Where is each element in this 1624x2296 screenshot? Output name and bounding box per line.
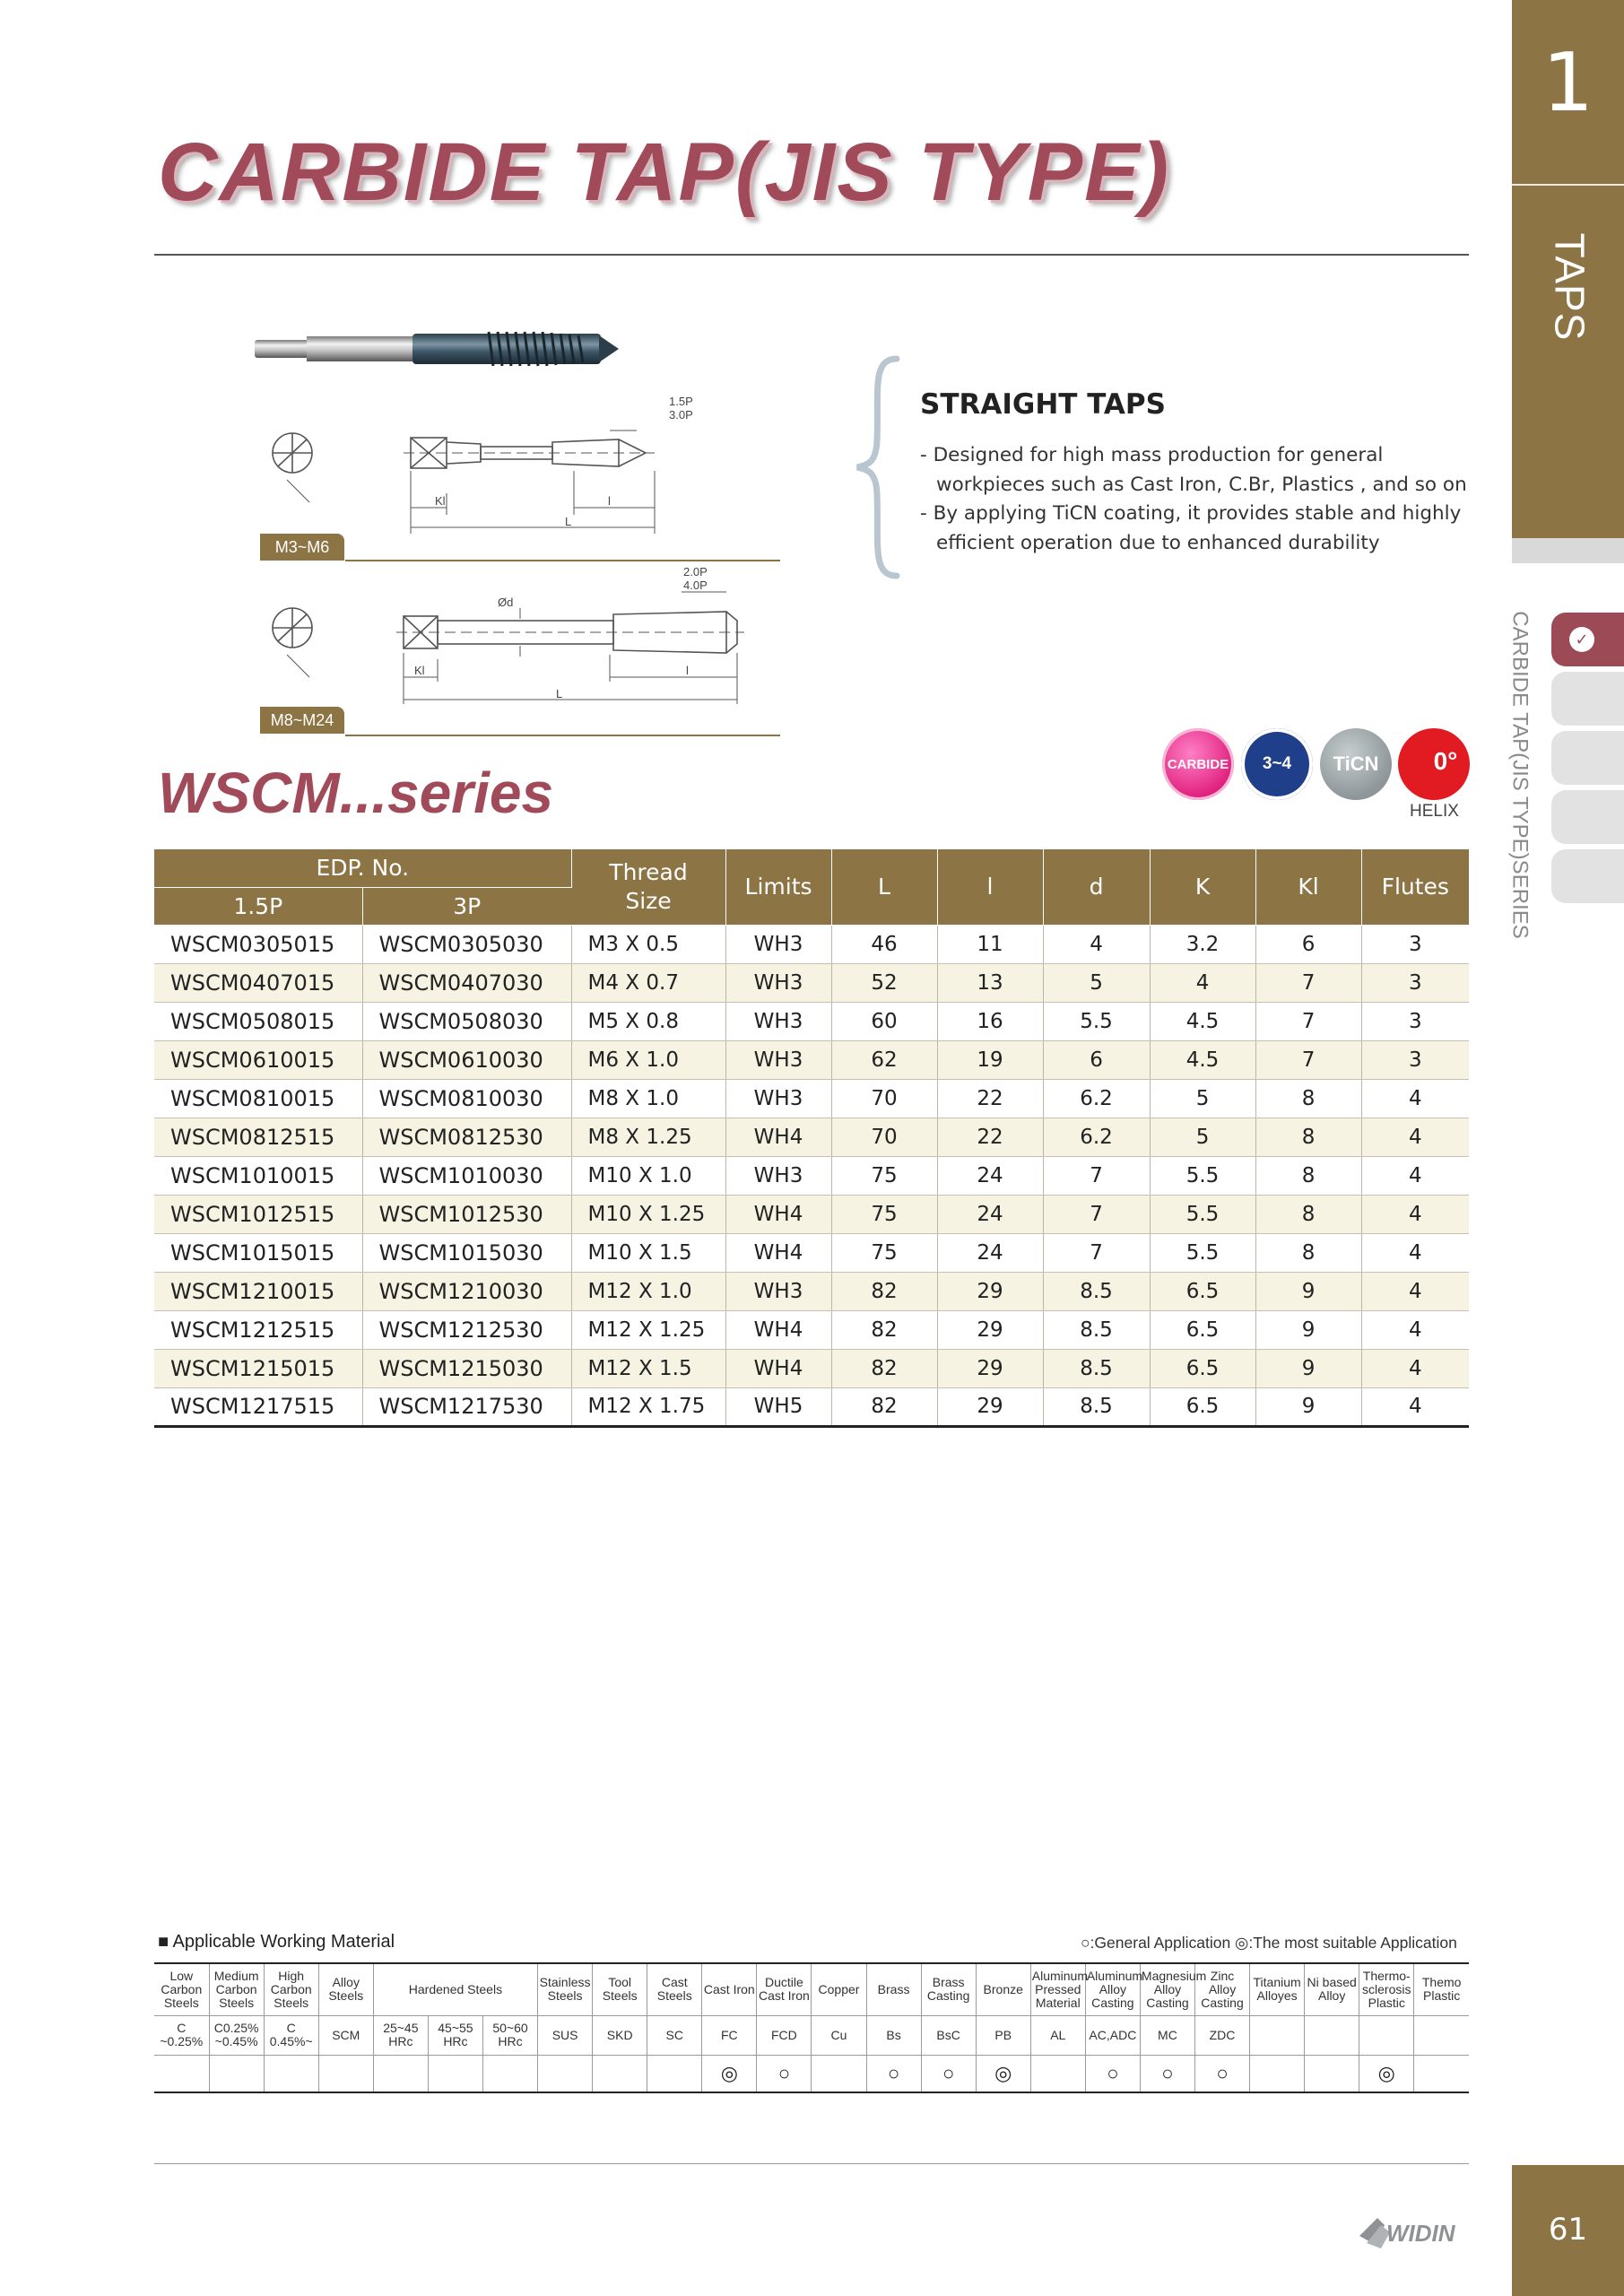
flutes-cell: 4 [1361,1349,1469,1387]
material-suitability-cell [1030,2055,1085,2092]
table-row [154,1349,1469,1387]
thread-size-cell: M12 X 1.0 [571,1272,725,1310]
straight-taps-title: STRAIGHT TAPS [920,388,1166,421]
material-suitability-cell: ○ [1194,2055,1249,2092]
table-row [154,1079,1469,1118]
material-suitability-cell: ◎ [702,2055,757,2092]
flutes-cell: 4 [1361,1310,1469,1349]
header-L: L [831,849,937,925]
Kl-cell: 8 [1255,1156,1361,1195]
material-group-cell: Aluminum Alloy Casting [1085,1963,1140,2015]
material-suitability-cell [373,2055,428,2092]
edp-3p-cell: WSCM1010030 [362,1156,571,1195]
d-cell: 5 [1043,963,1150,1002]
Kl-cell: 9 [1255,1349,1361,1387]
table-row [154,1233,1469,1272]
l-cell: 11 [937,925,1043,963]
coating-badge-label: TiCN [1333,752,1379,775]
L-cell: 60 [831,1002,937,1040]
thread-size-cell: M8 X 1.0 [571,1079,725,1118]
Kl-cell: 6 [1255,925,1361,963]
edp-1-5p-cell: WSCM0508015 [154,1002,362,1040]
description-line: - Designed for high mass production for general [920,444,1384,466]
material-suitability-cell: ○ [1140,2055,1194,2092]
L-cell: 82 [831,1349,937,1387]
flutes-cell: 3 [1361,1040,1469,1079]
material-suitability-cell [1414,2055,1469,2092]
edp-3p-cell: WSCM1215030 [362,1349,571,1387]
limits-cell: WH3 [725,925,831,963]
dim-small-L: L [565,515,572,528]
material-table [154,1962,1469,2093]
size-tag-small: M3~M6 [260,534,344,561]
description-line: - By applying TiCN coating, it provides stable and highly [920,502,1462,525]
material-group-cell: Aluminum Pressed Material [1030,1963,1085,2015]
chevron-icon: ✓ [1569,627,1594,652]
d-cell: 5.5 [1043,1002,1150,1040]
thread-size-cell: M3 X 0.5 [571,925,725,963]
edp-3p-cell: WSCM1210030 [362,1272,571,1310]
table-row [154,1118,1469,1156]
section-name [1515,224,1623,350]
edp-1-5p-cell: WSCM0407015 [154,963,362,1002]
Kl-cell: 7 [1255,1040,1361,1079]
limits-cell: WH4 [725,1349,831,1387]
thread-size-cell: M12 X 1.25 [571,1310,725,1349]
material-code-cell: SKD [593,2015,647,2055]
table-row [154,1387,1469,1426]
material-suitability-cell [154,2055,209,2092]
flute-badge-label: 3~4 [1262,754,1292,773]
l-cell: 29 [937,1272,1043,1310]
section-divider [1512,184,1624,186]
limits-cell: WH4 [725,1310,831,1349]
K-cell: 6.5 [1150,1310,1255,1349]
material-legend: ○:General Application ◎:The most suitable Application [1081,1934,1457,1952]
material-suitability-cell [538,2055,593,2092]
l-cell: 24 [937,1195,1043,1233]
material-suitability-cell: ○ [866,2055,921,2092]
L-cell: 82 [831,1310,937,1349]
flutes-cell: 3 [1361,963,1469,1002]
material-suitability-cell: ◎ [1359,2055,1414,2092]
L-cell: 75 [831,1233,937,1272]
title-divider [154,254,1469,256]
material-code-cell [1250,2015,1305,2055]
flutes-cell: 4 [1361,1118,1469,1156]
material-group-cell: Hardened Steels [373,1963,537,2015]
table-row [154,1156,1469,1195]
header-edp: EDP. No. [154,849,571,887]
material-suitability-cell: ○ [921,2055,976,2092]
material-group-cell: Copper [812,1963,866,2015]
L-cell: 46 [831,925,937,963]
dim-large-kl: Kl [414,664,425,677]
brace-icon [852,355,906,579]
L-cell: 52 [831,963,937,1002]
table-row [154,1272,1469,1310]
Kl-cell: 8 [1255,1233,1361,1272]
side-tab-3[interactable] [1551,731,1624,785]
header-3p: 3P [362,887,571,925]
material-code-cell: SUS [538,2015,593,2055]
l-cell: 19 [937,1040,1043,1079]
limits-cell: WH3 [725,1002,831,1040]
material-code-cell: MC [1140,2015,1194,2055]
limits-cell: WH3 [725,1156,831,1195]
material-group-cell: Thermo-sclerosis Plastic [1359,1963,1414,2015]
material-group-cell: Ni based Alloy [1305,1963,1359,2015]
table-row [154,1002,1469,1040]
edp-1-5p-cell: WSCM1212515 [154,1310,362,1349]
d-cell: 6.2 [1043,1118,1150,1156]
material-suitability-cell [1305,2055,1359,2092]
edp-3p-cell: WSCM0508030 [362,1002,571,1040]
edp-3p-cell: WSCM1012530 [362,1195,571,1233]
l-cell: 16 [937,1002,1043,1040]
size-tag-large: M8~M24 [260,707,344,734]
header-limits: Limits [725,849,831,925]
thread-size-cell: M10 X 1.25 [571,1195,725,1233]
table-row [154,925,1469,963]
dim-large-od: Ød [498,596,514,609]
limits-cell: WH4 [725,1195,831,1233]
dim-small-p2: 3.0P [669,408,693,422]
dim-small-l: l [608,494,611,508]
helix-badge-icon [1398,728,1470,800]
material-suitability-cell [647,2055,702,2092]
Kl-cell: 8 [1255,1118,1361,1156]
material-heading: ■ Applicable Working Material [158,1932,395,1952]
l-cell: 29 [937,1310,1043,1349]
material-suitability-cell [428,2055,482,2092]
page-number: 61 [1548,2212,1588,2248]
spec-table [154,849,1469,1428]
flutes-cell: 4 [1361,1233,1469,1272]
carbide-badge-icon [1162,728,1234,800]
table-row [154,1040,1469,1079]
K-cell: 6.5 [1150,1387,1255,1426]
helix-label: HELIX [1410,802,1459,821]
material-group-cell: Tool Steels [593,1963,647,2015]
material-code-cell: FC [702,2015,757,2055]
flute-count-badge-icon [1241,728,1313,800]
edp-3p-cell: WSCM0305030 [362,925,571,963]
material-group-cell: Magnesium Alloy Casting [1140,1963,1194,2015]
header-K: K [1150,849,1255,925]
Kl-cell: 7 [1255,1002,1361,1040]
header-flutes: Flutes [1361,849,1469,925]
limits-cell: WH5 [725,1387,831,1426]
L-cell: 82 [831,1272,937,1310]
edp-1-5p-cell: WSCM1010015 [154,1156,362,1195]
material-group-cell: Cast Steels [647,1963,702,2015]
d-cell: 8.5 [1043,1387,1150,1426]
l-cell: 24 [937,1233,1043,1272]
description-line: workpieces such as Cast Iron, C.Br, Plastics , and so on [936,473,1467,496]
d-cell: 6 [1043,1040,1150,1079]
section-name-label: TAPS [1546,232,1594,342]
material-group-cell: Ductile Cast Iron [757,1963,812,2015]
material-suitability-cell: ○ [1085,2055,1140,2092]
description-line: efficient operation due to enhanced durability [936,531,1380,554]
thread-size-cell: M12 X 1.75 [571,1387,725,1426]
material-suitability-cell [1250,2055,1305,2092]
material-code-cell: PB [976,2015,1030,2055]
material-code-cell: C ~0.25% [154,2015,209,2055]
edp-1-5p-cell: WSCM0305015 [154,925,362,963]
limits-cell: WH3 [725,1079,831,1118]
header-Kl: Kl [1255,849,1361,925]
material-code-cell [1305,2015,1359,2055]
limits-cell: WH3 [725,963,831,1002]
edp-3p-cell: WSCM0810030 [362,1079,571,1118]
side-tab-2[interactable] [1551,672,1624,726]
edp-3p-cell: WSCM1217530 [362,1387,571,1426]
material-code-cell: 50~60 HRc [482,2015,537,2055]
edp-3p-cell: WSCM1212530 [362,1310,571,1349]
l-cell: 24 [937,1156,1043,1195]
material-suitability-cell [593,2055,647,2092]
material-code-cell: SCM [318,2015,373,2055]
flutes-cell: 4 [1361,1156,1469,1195]
l-cell: 29 [937,1349,1043,1387]
d-cell: 4 [1043,925,1150,963]
Kl-cell: 8 [1255,1079,1361,1118]
Kl-cell: 9 [1255,1387,1361,1426]
header-thread-size-label: Thread Size [609,858,688,914]
limits-cell: WH3 [725,1272,831,1310]
material-code-cell [1359,2015,1414,2055]
K-cell: 5.5 [1150,1156,1255,1195]
limits-cell: WH3 [725,1040,831,1079]
side-tab-active[interactable] [1551,613,1624,666]
footer-divider [154,2163,1469,2164]
material-group-cell: Stainless Steels [538,1963,593,2015]
L-cell: 70 [831,1079,937,1118]
section-number: 1 [1541,36,1594,130]
d-cell: 8.5 [1043,1310,1150,1349]
material-code-cell: C 0.45%~ [264,2015,318,2055]
L-cell: 62 [831,1040,937,1079]
material-group-cell: Themo Plastic [1414,1963,1469,2015]
Kl-cell: 9 [1255,1310,1361,1349]
material-code-cell: C0.25% ~0.45% [209,2015,264,2055]
material-suitability-cell [318,2055,373,2092]
dim-large-p2: 4.0P [683,578,708,592]
material-group-cell: Alloy Steels [318,1963,373,2015]
dim-large-p1: 2.0P [683,565,708,578]
material-group-cell: Brass Casting [921,1963,976,2015]
thread-size-cell: M10 X 1.0 [571,1156,725,1195]
thread-size-cell: M8 X 1.25 [571,1118,725,1156]
d-cell: 8.5 [1043,1272,1150,1310]
edp-1-5p-cell: WSCM1015015 [154,1233,362,1272]
Kl-cell: 9 [1255,1272,1361,1310]
flutes-cell: 3 [1361,925,1469,963]
side-tab-4[interactable] [1551,790,1624,844]
tap-photo [255,332,619,366]
widin-logo [1354,2209,1471,2254]
material-suitability-cell [264,2055,318,2092]
material-suitability-cell [209,2055,264,2092]
Kl-cell: 8 [1255,1195,1361,1233]
flutes-cell: 4 [1361,1272,1469,1310]
L-cell: 75 [831,1156,937,1195]
header-1-5p: 1.5P [154,887,362,925]
limits-cell: WH4 [725,1233,831,1272]
edp-1-5p-cell: WSCM1012515 [154,1195,362,1233]
K-cell: 5 [1150,1118,1255,1156]
table-row [154,1195,1469,1233]
material-group-cell: Medium Carbon Steels [209,1963,264,2015]
d-cell: 7 [1043,1156,1150,1195]
material-code-cell: BsC [921,2015,976,2055]
header-thread-size [571,849,725,925]
limits-cell: WH4 [725,1118,831,1156]
K-cell: 4.5 [1150,1040,1255,1079]
ticn-coating-badge-icon [1320,728,1392,800]
flutes-cell: 3 [1361,1002,1469,1040]
K-cell: 3.2 [1150,925,1255,963]
K-cell: 5 [1150,1079,1255,1118]
material-code-cell [1414,2015,1469,2055]
material-group-cell: Low Carbon Steels [154,1963,209,2015]
material-code-cell: AL [1030,2015,1085,2055]
section-tab-grey-strip [1512,538,1624,563]
dim-large-L: L [556,687,563,700]
K-cell: 5.5 [1150,1195,1255,1233]
material-code-cell: FCD [757,2015,812,2055]
Kl-cell: 7 [1255,963,1361,1002]
L-cell: 75 [831,1195,937,1233]
edp-1-5p-cell: WSCM0810015 [154,1079,362,1118]
material-code-cell: AC,ADC [1085,2015,1140,2055]
page-title: CARBIDE TAP(JIS TYPE) [158,126,1171,218]
series-name-label: CARBIDE TAP(JIS TYPE)SERIES [1508,611,1533,939]
dim-small-p1: 1.5P [669,395,693,408]
material-code-cell: SC [647,2015,702,2055]
dim-large-l: l [686,664,689,677]
l-cell: 29 [937,1387,1043,1426]
edp-1-5p-cell: WSCM1210015 [154,1272,362,1310]
thread-size-cell: M5 X 0.8 [571,1002,725,1040]
edp-3p-cell: WSCM0812530 [362,1118,571,1156]
d-cell: 7 [1043,1195,1150,1233]
l-cell: 22 [937,1079,1043,1118]
edp-1-5p-cell: WSCM1215015 [154,1349,362,1387]
edp-1-5p-cell: WSCM1217515 [154,1387,362,1426]
series-name-vertical [1498,610,1542,939]
table-row [154,1310,1469,1349]
series-title: WSCM...series [158,761,554,825]
straight-taps-description [920,441,1467,558]
side-tab-5[interactable] [1551,849,1624,903]
material-suitability-cell [812,2055,866,2092]
d-cell: 8.5 [1043,1349,1150,1387]
edp-3p-cell: WSCM0610030 [362,1040,571,1079]
flutes-cell: 4 [1361,1387,1469,1426]
d-cell: 6.2 [1043,1079,1150,1118]
flutes-cell: 4 [1361,1079,1469,1118]
flutes-cell: 4 [1361,1195,1469,1233]
edp-1-5p-cell: WSCM0812515 [154,1118,362,1156]
edp-3p-cell: WSCM1015030 [362,1233,571,1272]
thread-size-cell: M12 X 1.5 [571,1349,725,1387]
carbide-badge-label: CARBIDE [1167,756,1229,772]
material-group-cell: Bronze [976,1963,1030,2015]
thread-size-cell: M6 X 1.0 [571,1040,725,1079]
thread-size-cell: M4 X 0.7 [571,963,725,1002]
material-code-cell: Cu [812,2015,866,2055]
material-group-cell: Cast Iron [702,1963,757,2015]
K-cell: 5.5 [1150,1233,1255,1272]
material-suitability-cell: ○ [757,2055,812,2092]
material-code-cell: 45~55 HRc [428,2015,482,2055]
K-cell: 4.5 [1150,1002,1255,1040]
table-row [154,963,1469,1002]
material-group-cell: Zinc Alloy Casting [1194,1963,1249,2015]
l-cell: 13 [937,963,1043,1002]
material-group-cell: High Carbon Steels [264,1963,318,2015]
K-cell: 4 [1150,963,1255,1002]
edp-3p-cell: WSCM0407030 [362,963,571,1002]
header-l: l [937,849,1043,925]
dim-small-kl: Kl [435,494,446,508]
K-cell: 6.5 [1150,1349,1255,1387]
material-code-cell: Bs [866,2015,921,2055]
K-cell: 6.5 [1150,1272,1255,1310]
d-cell: 7 [1043,1233,1150,1272]
svg-text:WIDIN: WIDIN [1386,2220,1455,2247]
edp-1-5p-cell: WSCM0610015 [154,1040,362,1079]
thread-size-cell: M10 X 1.5 [571,1233,725,1272]
helix-angle-label: 0° [1433,747,1458,775]
material-group-cell: Brass [866,1963,921,2015]
L-cell: 82 [831,1387,937,1426]
material-code-cell: ZDC [1194,2015,1249,2055]
header-d: d [1043,849,1150,925]
material-group-cell: Titanium Alloyes [1250,1963,1305,2015]
l-cell: 22 [937,1118,1043,1156]
material-suitability-cell [482,2055,537,2092]
material-code-cell: 25~45 HRc [373,2015,428,2055]
L-cell: 70 [831,1118,937,1156]
material-suitability-cell: ◎ [976,2055,1030,2092]
